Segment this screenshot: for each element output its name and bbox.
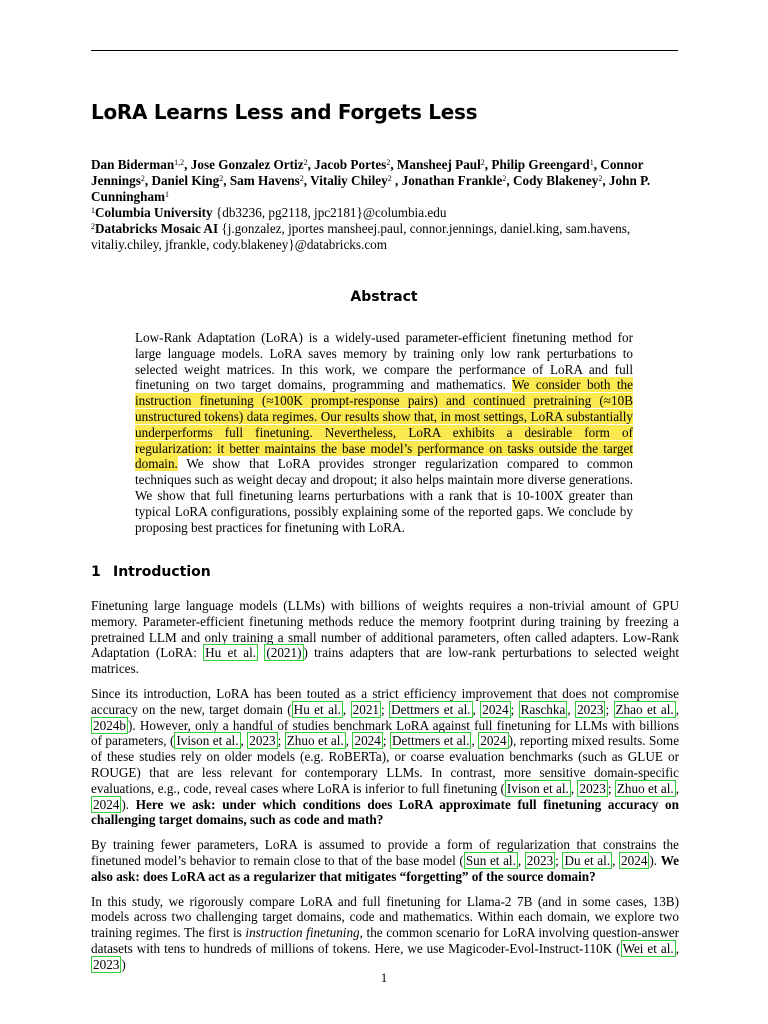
citation-link[interactable]: Zhuo et al.: [286, 733, 344, 749]
paragraph-text: ;: [607, 780, 615, 796]
author-name: Connor Jennings: [91, 157, 644, 188]
author-affiliation-mark: 1,2: [174, 158, 185, 167]
citation-link[interactable]: Wei et al.: [622, 940, 674, 956]
paragraph-text: ,: [471, 733, 479, 749]
top-rule: [91, 50, 678, 51]
citation-link[interactable]: Zhao et al.: [615, 701, 674, 717]
author-separator: ,: [144, 173, 152, 188]
author: [230, 173, 310, 188]
abstract-text-rest: We show that LoRA provides stronger regularization compared to common techniques such as weight decay and dropout; it also helps maintain more diverse generations. We show that full finetuning learns perturbations with a rank that is 10-100X greater than typical LoRA configurations, possibly explaining some of the reported gaps. We conclude by proposing best practices for finetuning with LoRA.: [135, 456, 633, 535]
author: [91, 157, 191, 172]
author-separator: ,: [484, 157, 492, 172]
paragraph-text: ,: [675, 780, 679, 796]
author-name: Vitaliy Chiley: [310, 173, 388, 188]
author-name: Sam Havens: [229, 173, 300, 188]
emphasis-text: instruction finetuning: [245, 925, 360, 941]
author-separator: ,: [506, 173, 513, 188]
citation-link[interactable]: Zhuo et al.: [616, 780, 674, 796]
paragraph-text: ).: [121, 796, 136, 812]
affiliation-emails: {j.gonzalez, jportes mansheej.paul, connor.jennings, daniel.king, sam.havens, vitaliy.chiley, jfrankle, cody.blakeney}@databricks.com: [91, 221, 631, 252]
paragraph-text: ).: [649, 852, 661, 868]
paragraph-text: ;: [510, 701, 519, 717]
paragraph-text: ;: [605, 701, 614, 717]
citation-link[interactable]: 2023: [526, 852, 554, 868]
author-affiliation-mark: 2: [219, 174, 224, 183]
affiliation-number: 2: [91, 222, 95, 231]
citation-link[interactable]: 2023: [579, 780, 606, 796]
citation-link[interactable]: Dettmers et al.: [391, 733, 470, 749]
author-separator: ,: [223, 173, 230, 188]
paragraph-text: ;: [555, 852, 563, 868]
paragraph-text: ): [121, 956, 126, 972]
paragraph-text: ,: [342, 701, 351, 717]
paragraph-text: ,: [570, 780, 578, 796]
paragraph-text: ,: [240, 733, 248, 749]
affiliation: [91, 205, 679, 221]
affiliation-list: [91, 205, 679, 253]
paragraph-text: ), reporting mixed results. Some of these studies rely on older models (e.g. RoBERTa), or coarse evaluation benchmarks (such as GLUE or ROUGE) that are less relevant for contemporary LLMs. In contrast, more sensitive domain-specific evaluations, e.g., code, reveal cases where LoRA is inferior to full finetuning (: [91, 733, 680, 796]
author-affiliation-mark: 2: [386, 158, 391, 167]
author: [491, 157, 600, 172]
paragraph-text: ). However, only a handful of studies benchmark LoRA against full finetuning for LLMs with billions of parameters, (: [91, 717, 679, 749]
author: [513, 173, 609, 188]
author-affiliation-mark: 2: [299, 174, 304, 183]
author: [191, 157, 314, 172]
citation-link[interactable]: 2023: [93, 956, 120, 972]
author-name: Jacob Portes: [314, 157, 387, 172]
paragraph-text: ;: [381, 701, 390, 717]
paragraph-text: ;: [382, 733, 390, 749]
author: [314, 157, 397, 172]
citation-link[interactable]: Raschka: [520, 701, 566, 717]
affiliation-institution: Databricks Mosaic AI: [95, 221, 219, 236]
author-name: Jose Gonzalez Ortiz: [190, 157, 304, 172]
section-number: 1: [91, 564, 101, 580]
abstract-body: [135, 330, 633, 535]
author: [402, 173, 513, 188]
abstract-highlighted-text: We consider both the instruction finetuning (≈100K prompt-response pairs) and continued pretraining (≈10B unstructured tokens) data regimes. Our results show that, in most settings, LoRA substantially underperforms full finetuning. Nevertheless, LoRA exhibits a desirable form of regularization: it better maintains the base model’s performance on tasks outside the target domain.: [135, 377, 633, 472]
author-separator: ,: [593, 157, 601, 172]
paragraph: [91, 837, 679, 884]
citation-link[interactable]: Ivison et al.: [506, 780, 569, 796]
paragraph-text: ,: [472, 701, 481, 717]
author: [151, 173, 229, 188]
paragraph-text: ,: [675, 701, 680, 717]
citation-link[interactable]: (2021): [266, 645, 302, 661]
author: [397, 157, 491, 172]
paragraph-text: ,: [345, 733, 353, 749]
research-question: Here we ask: under which conditions does LoRA approximate full finetuning accuracy on challenging target domains, such as code and math?: [91, 796, 679, 828]
author-list: [91, 157, 679, 205]
abstract-heading: Abstract: [350, 289, 418, 305]
author-separator: ,: [602, 173, 609, 188]
author-separator: ,: [307, 157, 315, 172]
author-block: [91, 157, 679, 253]
author-separator: ,: [303, 173, 311, 188]
introduction-body: [91, 598, 679, 982]
citation-link[interactable]: Dettmers et al.: [391, 701, 471, 717]
paragraph-text: ,: [675, 940, 679, 956]
paragraph: [91, 598, 679, 677]
citation-link[interactable]: 2024: [480, 733, 507, 749]
citation-link[interactable]: Sun et al.: [465, 852, 516, 868]
paragraph: [91, 894, 679, 973]
affiliation-number: 1: [91, 206, 95, 215]
paragraph-text: ,: [567, 701, 576, 717]
author-affiliation-mark: 2: [303, 158, 308, 167]
author-separator: ,: [390, 157, 397, 172]
author-name: Dan Biderman: [91, 157, 175, 172]
author-name: Daniel King: [151, 173, 220, 188]
author-affiliation-mark: 2: [480, 158, 485, 167]
paragraph: [91, 686, 679, 828]
affiliation: [91, 221, 679, 253]
paper-title: LoRA Learns Less and Forgets Less: [91, 100, 478, 124]
author-name: Cody Blakeney: [512, 173, 599, 188]
author-affiliation-mark: 2: [387, 174, 392, 183]
citation-link[interactable]: 2023: [249, 733, 276, 749]
citation-link[interactable]: Du et al.: [564, 852, 611, 868]
paragraph-text: Since its introduction, LoRA has been touted as a strict efficiency improvement that does not compromise accuracy on the new, target domain (: [91, 685, 679, 717]
section-title: Introduction: [113, 564, 211, 580]
paragraph-text: Finetuning large language models (LLMs) with billions of weights requires a non-trivial amount of GPU memory. Parameter-efficient finetuning methods reduce the memory footprint during training by freezing a pretrained LLM and only training a small number of additional parameters, often called adapters. Low-Rank Adaptation (LoRA:: [91, 598, 679, 661]
author-affiliation-mark: 2: [502, 174, 507, 183]
author-affiliation-mark: 2: [598, 174, 603, 183]
research-question: We also ask: does LoRA act as a regularizer that mitigates “forgetting” of the source domain?: [91, 852, 680, 884]
paragraph-text: ;: [277, 733, 285, 749]
affiliation-institution: Columbia University: [95, 205, 213, 220]
author-separator: ,: [391, 173, 402, 188]
paragraph-text: In this study, we rigorously compare LoRA and full finetuning for Llama-2 7B (and in some cases, 13B) models across two challenging target domains, code and mathematics. Within each domain, we explore two training regimes. The first is: [91, 893, 679, 941]
citation-link[interactable]: 2023: [577, 701, 604, 717]
author-separator: ,: [184, 157, 191, 172]
author-name: Jonathan Frankle: [401, 173, 503, 188]
paragraph-text: ) trains adapters that are low-rank perturbations to selected weight matrices.: [91, 645, 680, 677]
author: [310, 173, 401, 188]
paragraph-text: , the common scenario for LoRA involving question-answer datasets with tens to hundreds of millions of tokens. Here, we use Magicoder-Evol-Instruct-110K (: [91, 925, 679, 956]
abstract-text-intro: Low-Rank Adaptation (LoRA) is a widely-used parameter-efficient finetuning method for large language models. LoRA saves memory by training only low rank perturbations to selected weight matrices. In this work, we compare the performance of LoRA and full finetuning on two target domains, programming and mathematics.: [135, 330, 633, 393]
author-affiliation-mark: 1: [165, 190, 170, 199]
citation-link[interactable]: Hu et al.: [293, 701, 341, 717]
citation-link[interactable]: Hu et al.: [205, 645, 257, 661]
author-name: John P. Cunningham: [91, 173, 651, 204]
section-heading: [91, 564, 591, 580]
paragraph-text: By training fewer parameters, LoRA is assumed to provide a form of regularization that constrains the finetuned model’s behavior to remain close to that of the base model (: [91, 837, 679, 868]
citation-link[interactable]: 2021: [352, 701, 379, 717]
author-name: Philip Greengard: [491, 157, 590, 172]
citation-link[interactable]: 2024: [354, 733, 381, 749]
citation-link[interactable]: 2024b: [93, 717, 126, 733]
citation-link[interactable]: 2024: [482, 701, 509, 717]
page-number: 1: [380, 970, 388, 985]
citation-link[interactable]: 2024: [93, 796, 120, 812]
author-affiliation-mark: 2: [140, 174, 145, 183]
citation-link[interactable]: Ivison et al.: [176, 733, 239, 749]
author-affiliation-mark: 1: [589, 158, 594, 167]
paragraph-text: ,: [612, 852, 620, 868]
paragraph-text: ,: [517, 852, 525, 868]
affiliation-emails: {db3236, pg2118, jpc2181}@columbia.edu: [215, 205, 447, 220]
citation-link[interactable]: 2024: [621, 852, 648, 868]
author-name: Mansheej Paul: [396, 157, 481, 172]
